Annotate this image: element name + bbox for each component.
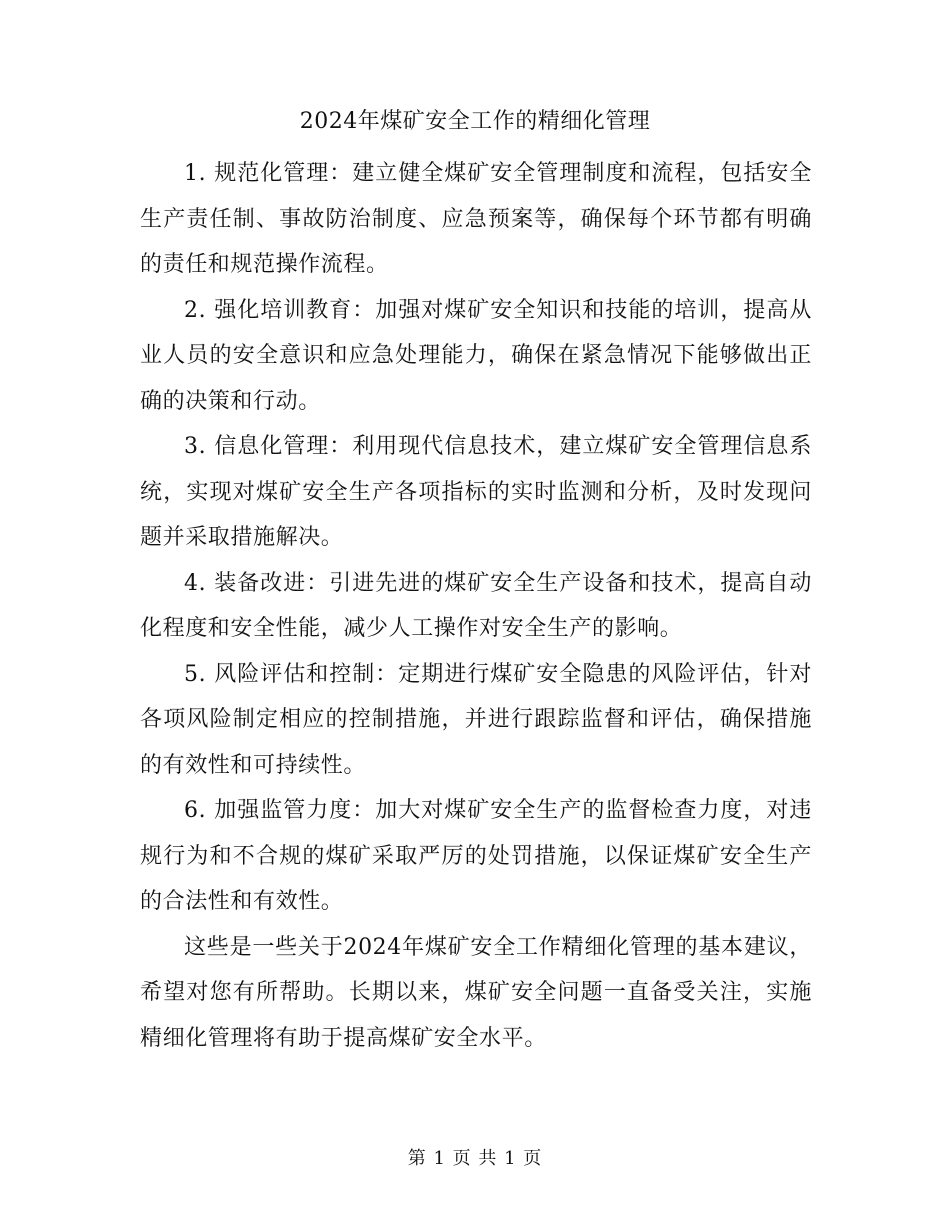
paragraph-equipment-improvement: 4. 装备改进：引进先进的煤矿安全生产设备和技术，提高自动化程度和安全性能，减少人工操作对安全生产的影响。 [140, 570, 812, 641]
document-title: 2024年煤矿安全工作的精细化管理 [299, 109, 651, 134]
paragraph-standardized-management: 1. 规范化管理：建立健全煤矿安全管理制度和流程，包括安全生产责任制、事故防治制度、应急预案等，确保每个环节都有明确的责任和规范操作流程。 [140, 161, 812, 277]
document-body [140, 151, 812, 1061]
paragraph-conclusion: 这些是一些关于2024年煤矿安全工作精细化管理的基本建议，希望对您有所帮助。长期以来，煤矿安全问题一直备受关注，实施精细化管理将有助于提高煤矿安全水平。 [140, 934, 812, 1051]
paragraph-risk-assessment: 5. 风险评估和控制：定期进行煤矿安全隐患的风险评估，针对各项风险制定相应的控制措施，并进行跟踪监督和评估，确保措施的有效性和可持续性。 [140, 661, 812, 778]
paragraph-supervision: 6. 加强监管力度：加大对煤矿安全生产的监督检查力度，对违规行为和不合规的煤矿采取严厉的处罚措施，以保证煤矿安全生产的合法性和有效性。 [140, 798, 812, 914]
paragraph-information-management: 3. 信息化管理：利用现代信息技术，建立煤矿安全管理信息系统，实现对煤矿安全生产各项指标的实时监测和分析，及时发现问题并采取措施解决。 [140, 434, 812, 550]
page-number-label: 第 1 页 共 1 页 [407, 1148, 543, 1169]
page-footer [0, 1146, 950, 1172]
paragraph-training-education: 2. 强化培训教育：加强对煤矿安全知识和技能的培训，提高从业人员的安全意识和应急处理能力，确保在紧急情况下能够做出正确的决策和行动。 [140, 297, 812, 414]
